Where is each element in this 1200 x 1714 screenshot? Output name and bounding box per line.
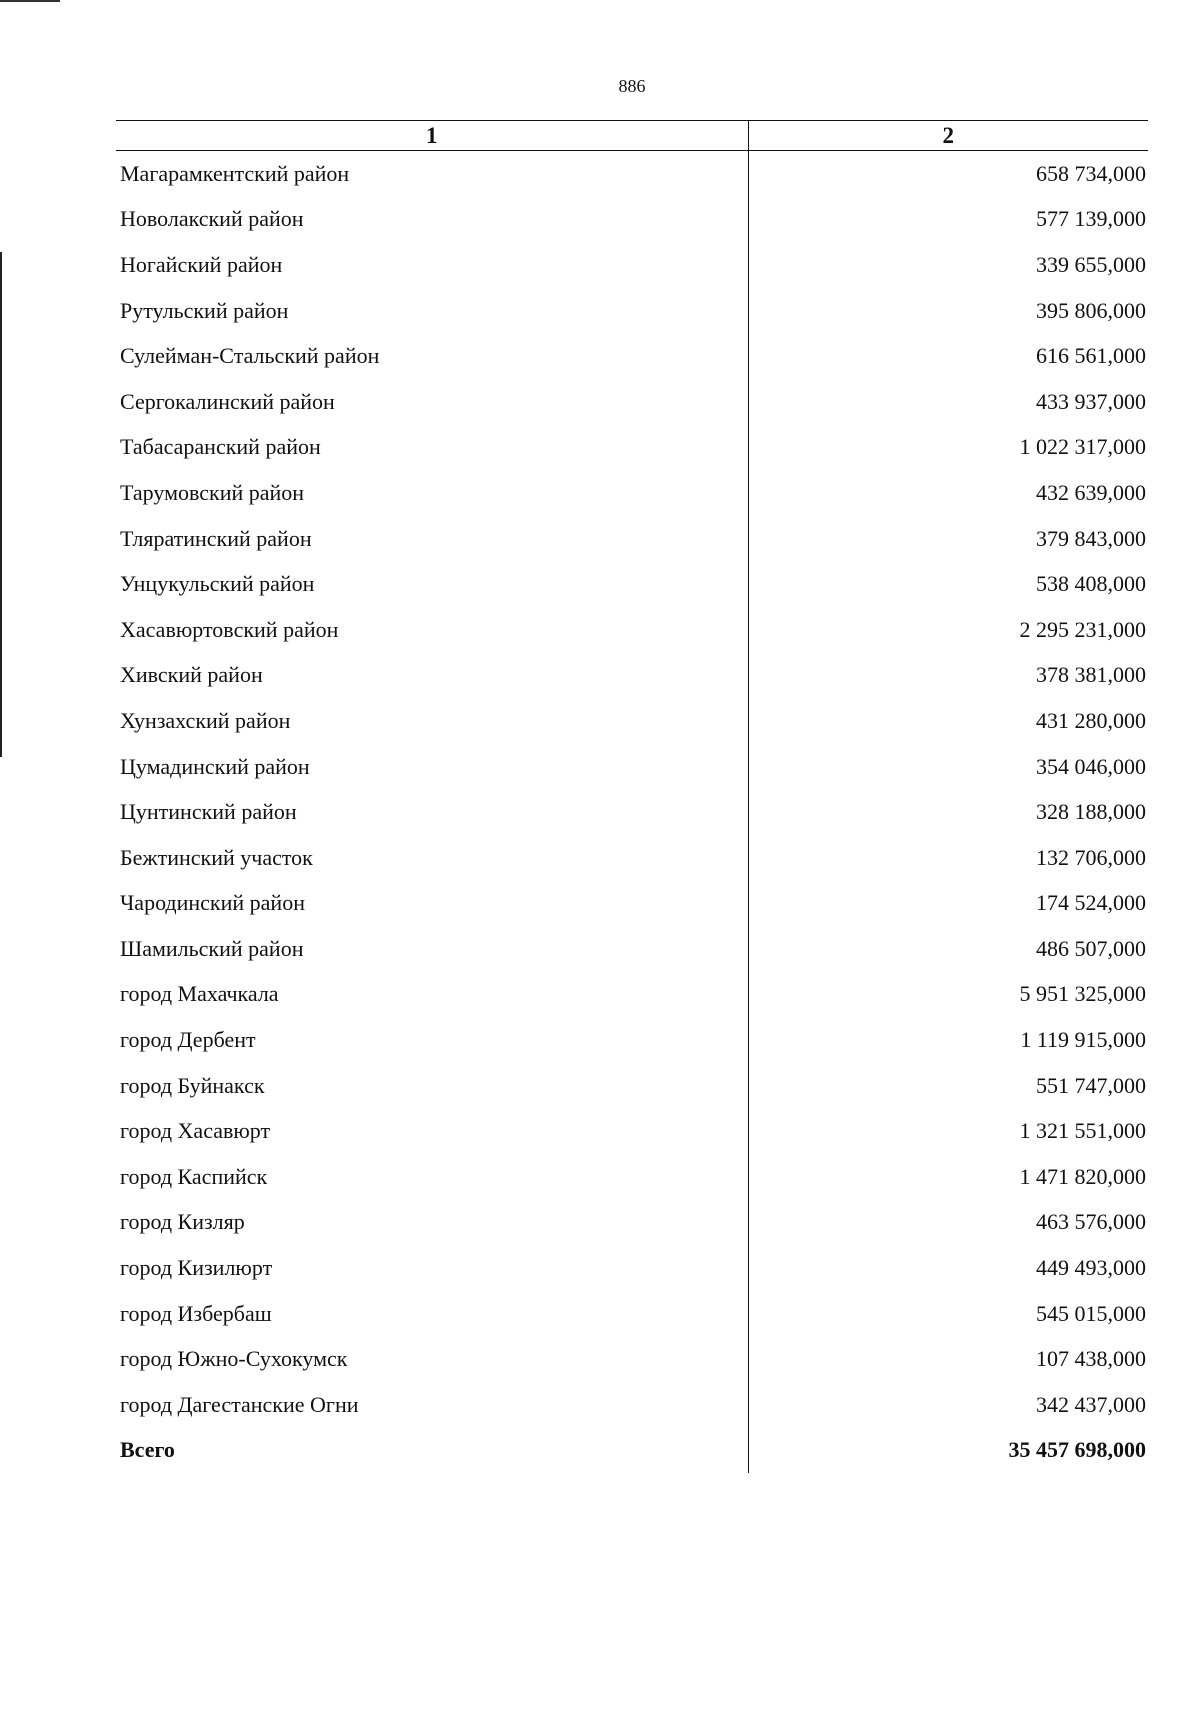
table-row <box>116 972 1148 1018</box>
district-name: Цумадинский район <box>116 744 748 790</box>
table-row <box>116 379 1148 425</box>
district-name: Рутульский район <box>116 288 748 334</box>
table-body <box>116 151 1148 1474</box>
total-value: 35 457 698,000 <box>1008 1437 1146 1463</box>
district-name: город Каспийск <box>116 1154 748 1200</box>
amount-value: 379 843,000 <box>1036 525 1146 551</box>
district-name: Магарамкентский район <box>116 151 748 197</box>
amount-value: 658 734,000 <box>1036 160 1146 186</box>
amount-value: 1 471 820,000 <box>1019 1163 1146 1189</box>
amount-value: 5 951 325,000 <box>1019 981 1146 1007</box>
table-row <box>116 789 1148 835</box>
table-row <box>116 607 1148 653</box>
district-name: Хунзахский район <box>116 698 748 744</box>
amount-value: 616 561,000 <box>1036 343 1146 369</box>
amount-value: 395 806,000 <box>1036 297 1146 323</box>
table-row <box>116 744 1148 790</box>
district-name: Сулейман-Стальский район <box>116 333 748 379</box>
table-row <box>116 242 1148 288</box>
table-row <box>116 1382 1148 1428</box>
column-header-1: 1 <box>116 121 748 151</box>
amount-value: 538 408,000 <box>1036 571 1146 597</box>
district-name: город Махачкала <box>116 972 748 1018</box>
amount-value: 339 655,000 <box>1036 251 1146 277</box>
amount-value: 1 119 915,000 <box>1020 1027 1146 1053</box>
district-name: Хивский район <box>116 653 748 699</box>
table-row <box>116 425 1148 471</box>
amount-value: 2 295 231,000 <box>1019 616 1146 642</box>
table-row <box>116 926 1148 972</box>
amount-value: 431 280,000 <box>1036 707 1146 733</box>
amount-value: 433 937,000 <box>1036 388 1146 414</box>
table-row <box>116 1108 1148 1154</box>
district-name: Новолакский район <box>116 197 748 243</box>
district-name: Табасаранский район <box>116 425 748 471</box>
table-row <box>116 516 1148 562</box>
table-row <box>116 197 1148 243</box>
table-row <box>116 1200 1148 1246</box>
scan-corner-mark <box>0 0 60 2</box>
amount-value: 577 139,000 <box>1036 206 1146 232</box>
district-name: Сергокалинский район <box>116 379 748 425</box>
district-name: Унцукульский район <box>116 561 748 607</box>
district-name: город Дагестанские Огни <box>116 1382 748 1428</box>
district-name: город Южно-Сухокумск <box>116 1336 748 1382</box>
table-row <box>116 1063 1148 1109</box>
scan-margin-line <box>0 252 2 757</box>
page-number: 886 <box>618 76 646 96</box>
district-name: Бежтинский участок <box>116 835 748 881</box>
amount-value: 328 188,000 <box>1036 799 1146 825</box>
amount-value: 174 524,000 <box>1036 890 1146 916</box>
district-name: Ногайский район <box>116 242 748 288</box>
total-row <box>116 1428 1148 1474</box>
table-row <box>116 561 1148 607</box>
amount-value: 378 381,000 <box>1036 662 1146 688</box>
district-name: Шамильский район <box>116 926 748 972</box>
amount-value: 107 438,000 <box>1036 1346 1146 1372</box>
table-row <box>116 1017 1148 1063</box>
district-name: город Кизилюрт <box>116 1245 748 1291</box>
district-name: город Дербент <box>116 1017 748 1063</box>
amount-value: 132 706,000 <box>1036 844 1146 870</box>
district-name: Тляратинский район <box>116 516 748 562</box>
table-header-row <box>116 121 1148 151</box>
amount-value: 354 046,000 <box>1036 753 1146 779</box>
amount-value: 463 576,000 <box>1036 1209 1146 1235</box>
amount-value: 342 437,000 <box>1036 1391 1146 1417</box>
amount-value: 432 639,000 <box>1036 479 1146 505</box>
district-name: Чародинский район <box>116 881 748 927</box>
amount-value: 486 507,000 <box>1036 935 1146 961</box>
amount-value: 1 321 551,000 <box>1019 1118 1146 1144</box>
district-name: город Хасавюрт <box>116 1108 748 1154</box>
district-name: город Буйнакск <box>116 1063 748 1109</box>
table-row <box>116 835 1148 881</box>
table-row <box>116 333 1148 379</box>
table-row <box>116 698 1148 744</box>
district-name: Цунтинский район <box>116 789 748 835</box>
column-header-2: 2 <box>748 121 1148 151</box>
budget-table <box>116 120 1148 1473</box>
table-row <box>116 288 1148 334</box>
table-row <box>116 470 1148 516</box>
table-row <box>116 1154 1148 1200</box>
district-name: город Кизляр <box>116 1200 748 1246</box>
district-name: Тарумовский район <box>116 470 748 516</box>
table-row <box>116 1245 1148 1291</box>
table-row <box>116 653 1148 699</box>
amount-value: 449 493,000 <box>1036 1255 1146 1281</box>
amount-value: 551 747,000 <box>1036 1072 1146 1098</box>
table-row <box>116 881 1148 927</box>
total-label: Всего <box>116 1428 748 1474</box>
table-row <box>116 151 1148 197</box>
amount-value: 545 015,000 <box>1036 1300 1146 1326</box>
district-name: город Избербаш <box>116 1291 748 1337</box>
district-name: Хасавюртовский район <box>116 607 748 653</box>
table-row <box>116 1291 1148 1337</box>
table-row <box>116 1336 1148 1382</box>
amount-value: 1 022 317,000 <box>1019 434 1146 460</box>
